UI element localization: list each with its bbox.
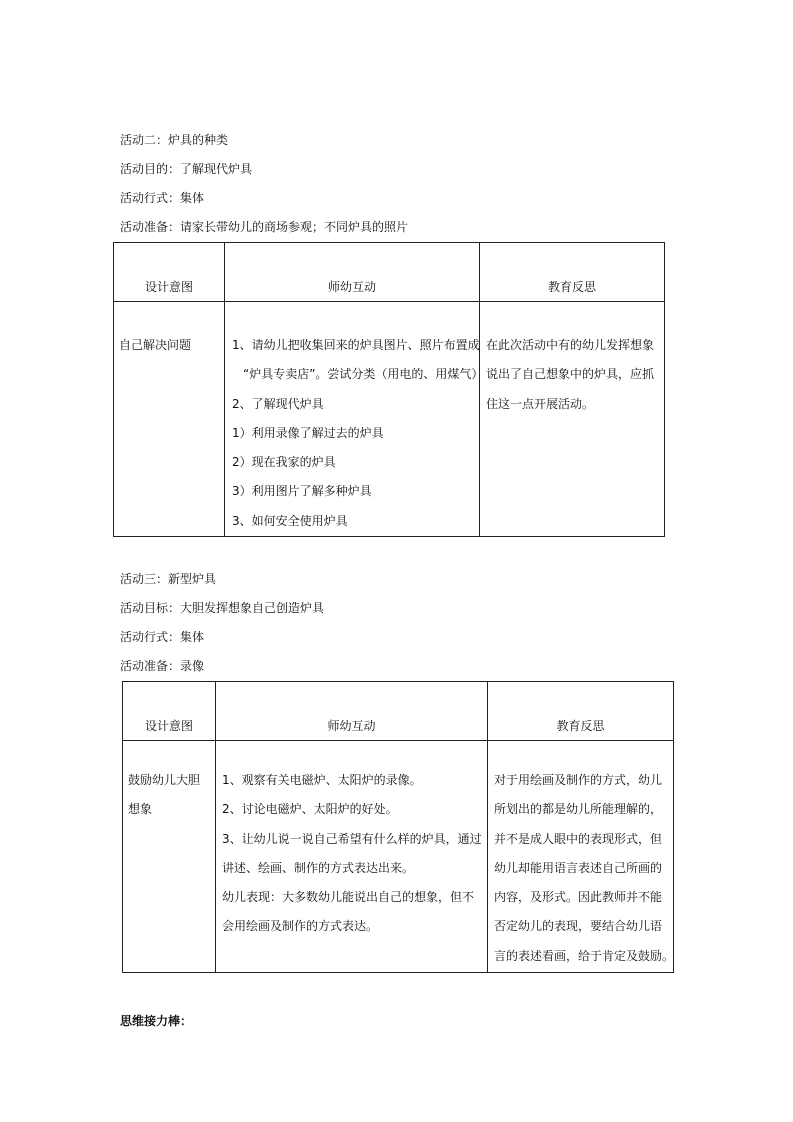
activity2-form: 活动行式：集体: [120, 191, 205, 205]
table-row: [114, 302, 665, 537]
interaction-line: 1）利用录像了解过去的炉具: [232, 425, 384, 440]
interaction-line: 2）现在我家的炉具: [232, 455, 336, 470]
interaction-line: 3、让幼儿说一说自己希望有什么样的炉具，通过: [222, 831, 482, 846]
intent-cell: [123, 741, 216, 973]
activity3-form: 活动行式：集体: [120, 630, 205, 644]
reflection-line: 说出了自己想象中的炉具，应抓: [486, 367, 655, 382]
activity2-goal: 活动目的：了解现代炉具: [120, 162, 253, 176]
interaction-line: 2、讨论电磁炉、太阳炉的好处。: [222, 802, 398, 817]
activity3-goal: 活动目标：大胆发挥想象自己创造炉具: [120, 601, 325, 615]
table-header-row: [114, 243, 665, 302]
footer-heading: 思维接力棒：: [120, 1014, 193, 1028]
reflection-line: 言的表述看画，给于肯定及鼓励。: [494, 948, 675, 963]
interaction-line: 幼儿表现：大多数幼儿能说出自己的想象，但不: [222, 890, 475, 905]
activity2-table: [113, 242, 665, 537]
interaction-line: 2、了解现代炉具: [232, 396, 324, 411]
reflection-line: 否定幼儿的表现，要结合幼儿语: [494, 919, 663, 934]
interaction-line: 3）利用图片了解多种炉具: [232, 484, 372, 499]
interaction-cell: [216, 741, 488, 973]
reflection-cell: [480, 302, 665, 537]
interaction-line: 3、如何安全使用炉具: [232, 513, 348, 528]
intent-line: 想象: [128, 802, 153, 817]
interaction-cell: [225, 302, 484, 537]
activity3-prep: 活动准备：录像: [120, 659, 205, 673]
table-header-row: [123, 682, 674, 741]
activity2-prep: 活动准备：请家长带幼儿的商场参观；不同炉具的照片: [120, 220, 409, 234]
reflection-line: 并不是成人眼中的表现形式，但: [494, 831, 663, 846]
interaction-line: “炉具专卖店”。尝试分类（用电的、用煤气）: [243, 367, 484, 382]
table-row: [123, 741, 674, 973]
header-intent: 设计意图: [114, 243, 225, 302]
reflection-line: 住这一点开展活动。: [486, 396, 595, 411]
activity3-table: [122, 681, 674, 973]
reflection-line: 所划出的都是幼儿所能理解的，: [494, 802, 663, 817]
header-interaction: 师幼互动: [216, 682, 488, 741]
reflection-line: 幼儿却能用语言表述自己所画的: [494, 860, 663, 875]
interaction-line: 会用绘画及制作的方式表达。: [222, 919, 379, 934]
header-reflection: 教育反思: [480, 243, 665, 302]
interaction-line: 1、请幼儿把收集回来的炉具图片、照片布置成: [232, 338, 480, 352]
intent-line: 鼓励幼儿大胆: [128, 773, 201, 787]
intent-cell: [114, 302, 225, 537]
interaction-line: 讲述、绘画、制作的方式表达出来。: [222, 860, 415, 875]
reflection-line: 对于用绘画及制作的方式，幼儿: [494, 773, 663, 787]
reflection-line: 在此次活动中有的幼儿发挥想象: [486, 338, 655, 352]
intent-text: 自己解决问题: [119, 338, 192, 352]
activity2-title: 活动二：炉具的种类: [120, 133, 229, 147]
activity3-title: 活动三：新型炉具: [120, 572, 217, 586]
header-reflection: 教育反思: [488, 682, 674, 741]
reflection-cell: [488, 741, 674, 973]
interaction-line: 1、观察有关电磁炉、太阳炉的录像。: [222, 773, 422, 787]
header-intent: 设计意图: [123, 682, 216, 741]
reflection-line: 内容，及形式。因此教师并不能: [494, 890, 663, 905]
header-interaction: 师幼互动: [225, 243, 480, 302]
